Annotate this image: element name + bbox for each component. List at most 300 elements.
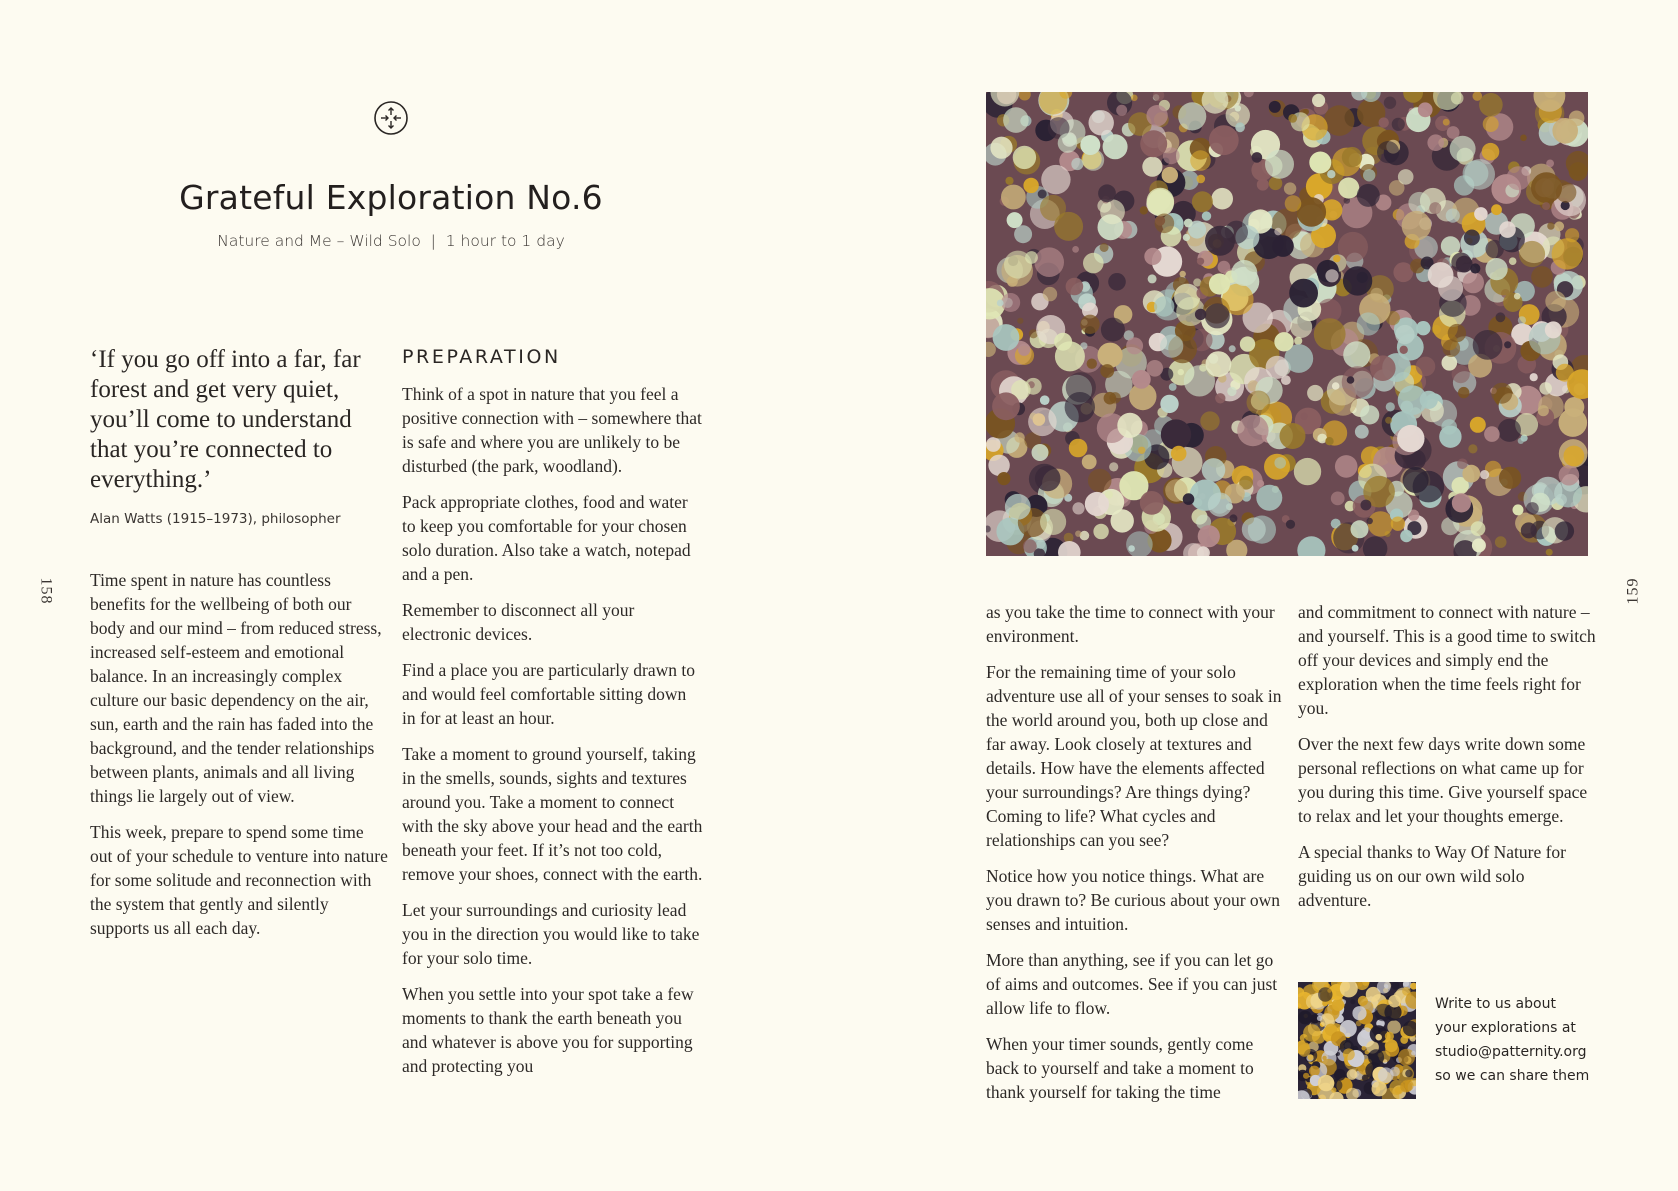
lichen-texture-blob	[1023, 539, 1037, 553]
continued-paragraph: Notice how you notice things. What are you drawn to? Be curious about your own senses and intuition.	[986, 866, 1281, 934]
lichen-texture-blob	[1365, 1050, 1370, 1055]
preparation-paragraph: Pack appropriate clothes, food and water to keep you comfortable for your chosen solo duration. Also take a watch, notepad and a pen.	[402, 492, 691, 584]
lichen-texture-blob	[1272, 235, 1294, 257]
lichen-texture-blob	[1403, 467, 1429, 493]
lichen-texture-blob	[1205, 226, 1235, 256]
lichen-texture-blob	[1392, 118, 1405, 131]
lichen-texture-blob	[1327, 170, 1335, 178]
lichen-texture-blob	[1032, 444, 1049, 461]
lichen-texture-blob	[1546, 549, 1553, 556]
lichen-texture-blob	[1314, 318, 1346, 350]
acknowledgement-paragraph: A special thanks to Way Of Nature for guiding us on our own wild solo adventure.	[1298, 842, 1566, 910]
intro-paragraph: Time spent in nature has countless benefits for the wellbeing of both our body and our mind – from reduced stress, increased self-esteem and emotional balance. In an increasingly complex culture our basic dependency on the air, sun, earth and the rain has faded into the background, and the tender relationships between plants, animals and all living things lie largely out of view.	[90, 570, 382, 806]
lichen-texture-blob	[1195, 309, 1206, 320]
lichen-texture-blob	[1140, 130, 1167, 157]
lichen-texture-blob	[1004, 251, 1032, 279]
lichen-texture-blob	[1452, 493, 1471, 512]
continued-paragraph: as you take the time to connect with your environment.	[986, 602, 1275, 646]
preparation-paragraph: Find a place you are particularly drawn to and would feel comfortable sitting down in for at least an hour.	[402, 660, 696, 728]
lichen-texture-blob	[1109, 462, 1118, 471]
lichen-texture-blob	[1333, 255, 1340, 262]
lichen-texture-blob	[1192, 191, 1213, 212]
lichen-texture-blob	[1148, 274, 1157, 283]
lichen-texture-blob	[1209, 273, 1230, 294]
lichen-texture-blob	[1197, 258, 1204, 265]
preparation-column	[402, 382, 704, 1090]
lichen-texture-blob	[990, 137, 1012, 159]
lichen-texture-blob	[1464, 159, 1495, 190]
lichen-texture-blob	[1142, 157, 1162, 177]
lichen-texture-blob	[1547, 222, 1554, 229]
lichen-texture-blob	[1519, 241, 1545, 267]
lichen-texture-blob	[1480, 470, 1489, 479]
lichen-texture-blob	[1518, 316, 1526, 324]
lichen-texture-blob	[1474, 207, 1488, 221]
lichen-texture-blob	[1374, 1004, 1392, 1022]
lichen-texture-blob	[1555, 494, 1567, 506]
lichen-texture-blob	[1514, 293, 1521, 300]
lichen-texture-blob	[1274, 228, 1282, 236]
preparation-heading: PREPARATION	[402, 346, 561, 368]
lichen-texture-blob	[1368, 511, 1393, 536]
lichen-texture-blob	[1521, 522, 1537, 538]
lichen-texture-blob	[1202, 458, 1226, 482]
lichen-texture-blob	[1518, 438, 1524, 444]
lichen-texture-blob	[1451, 92, 1464, 105]
lichen-texture-blob	[1351, 520, 1369, 538]
lichen-texture-blob	[1385, 1032, 1394, 1041]
lichen-texture-blob	[1520, 135, 1527, 142]
lichen-texture-blob	[1441, 419, 1457, 435]
lichen-texture-blob	[1108, 273, 1126, 291]
page-number-left: 158	[37, 577, 55, 605]
lichen-texture-blob	[1420, 391, 1438, 409]
lichen-texture-blob	[1247, 391, 1271, 415]
lichen-texture-blob	[1398, 169, 1414, 185]
lichen-texture-blob	[1482, 143, 1500, 161]
lichen-texture-blob	[1509, 257, 1517, 265]
lichen-texture-blob	[1075, 531, 1081, 537]
lichen-texture-blob	[1014, 225, 1032, 243]
lichen-texture-blob	[1013, 146, 1036, 169]
lichen-texture-blob	[1005, 494, 1031, 520]
lichen-texture-blob	[1126, 337, 1143, 354]
lichen-texture-blob	[1343, 341, 1370, 368]
lichen-texture-blob	[1506, 166, 1530, 190]
lichen-texture-blob	[1274, 457, 1286, 469]
lichen-texture-blob	[1231, 260, 1257, 286]
lichen-texture-blob	[1101, 318, 1125, 342]
lichen-texture-blob	[1504, 341, 1511, 348]
lichen-texture-blob	[1138, 447, 1145, 454]
lichen-texture-blob	[1294, 458, 1321, 485]
lichen-texture-blob	[1285, 195, 1302, 212]
lichen-texture-blob	[1538, 405, 1549, 416]
lichen-texture-blob	[1384, 97, 1396, 109]
lichen-texture-blob	[1058, 133, 1078, 153]
contact-note	[1435, 992, 1605, 1088]
lichen-texture-blob	[1499, 221, 1516, 238]
lichen-texture-blob	[1470, 263, 1480, 273]
lichen-texture-blob	[1385, 417, 1392, 424]
lichen-texture-blob	[1400, 1081, 1412, 1093]
lichen-texture-blob	[1028, 408, 1057, 437]
page-title: Grateful Exploration No.6	[179, 178, 603, 217]
lichen-texture-blob	[1379, 117, 1389, 127]
lichen-texture-blob	[1342, 147, 1362, 167]
lichen-texture-blob	[1297, 197, 1326, 226]
lichen-texture-blob	[986, 437, 1001, 452]
lichen-texture-blob	[1559, 408, 1588, 437]
lichen-texture-blob	[1499, 467, 1521, 489]
lichen-texture-blob	[1370, 288, 1383, 301]
lichen-texture-blob	[1470, 417, 1486, 433]
lichen-texture-blob	[1146, 105, 1167, 126]
lichen-texture-blob	[1072, 246, 1079, 253]
lichen-texture-blob	[1391, 517, 1405, 531]
lichen-photo	[986, 92, 1588, 556]
lichen-texture-blob	[1531, 266, 1553, 288]
lichen-texture-blob	[1144, 248, 1161, 265]
lichen-texture-blob	[1198, 525, 1220, 547]
lichen-texture-blob	[1352, 545, 1359, 552]
lichen-texture-blob	[1089, 110, 1114, 135]
lichen-texture-blob	[1093, 524, 1108, 539]
lichen-texture-blob	[1098, 184, 1116, 202]
lichen-texture-blob	[1443, 339, 1461, 357]
continued-paragraph: Over the next few days write down some personal reflections on what came up for you during this time. Give yourself space to relax and let your thoughts emerge.	[1298, 734, 1588, 826]
lichen-texture-blob	[1147, 360, 1164, 377]
lichen-texture-blob	[1309, 1066, 1320, 1077]
lichen-texture-blob	[1491, 383, 1512, 404]
lichen-texture-blob	[1003, 107, 1029, 133]
lichen-texture-blob	[1458, 387, 1469, 398]
lichen-texture-blob	[1463, 272, 1484, 293]
lichen-texture-blob	[1140, 206, 1148, 214]
lichen-texture-blob	[1325, 269, 1338, 282]
continued-column-2	[1298, 600, 1598, 924]
lichen-texture-blob	[1288, 114, 1297, 123]
lichen-texture-blob	[1100, 199, 1125, 224]
lichen-texture-blob	[1355, 425, 1369, 439]
contact-line: Write to us about	[1435, 996, 1556, 1012]
contact-line: so we can share them	[1435, 1068, 1590, 1084]
lichen-texture-blob	[1211, 188, 1233, 210]
lichen-texture-blob	[1386, 402, 1395, 411]
lichen-texture-blob	[1559, 465, 1580, 486]
lichen-texture-blob	[1555, 521, 1574, 540]
lichen-texture-blob	[1269, 101, 1281, 113]
continued-paragraph: When your timer sounds, gently come back to yourself and take a moment to thank yourself for taking the time	[986, 1034, 1254, 1102]
lichen-texture-blob	[1072, 502, 1084, 514]
lichen-texture-blob	[1327, 988, 1331, 992]
lichen-texture-blob	[1411, 1051, 1416, 1056]
lichen-texture-blob	[1370, 355, 1396, 381]
lichen-texture-blob	[1358, 982, 1363, 987]
lichen-texture-blob	[1375, 1034, 1382, 1041]
lichen-texture-blob	[1400, 530, 1412, 542]
lichen-texture-blob	[1018, 344, 1030, 356]
lichen-texture-blob	[1043, 287, 1057, 301]
lichen-texture-blob	[1338, 177, 1359, 198]
preparation-paragraph: Let your surroundings and curiosity lead you in the direction you would like to take for your solo time.	[402, 900, 700, 968]
lichen-texture-blob	[1513, 504, 1524, 515]
lichen-texture-blob	[1147, 188, 1175, 216]
lichen-texture-blob	[1040, 395, 1050, 405]
lichen-texture-blob	[1178, 102, 1206, 130]
lichen-texture-blob	[1266, 356, 1289, 379]
lichen-texture-blob	[1395, 325, 1414, 344]
lichen-texture-blob	[1496, 312, 1506, 322]
lichen-texture-blob	[1017, 318, 1023, 324]
lichen-texture-blob	[1140, 491, 1164, 515]
lichen-texture-blob	[1335, 455, 1358, 478]
lichen-texture-blob	[1001, 185, 1026, 210]
lichen-texture-blob	[1227, 387, 1236, 396]
lichen-texture-blob	[1169, 383, 1177, 391]
lichen-texture-blob	[1402, 211, 1432, 241]
lichen-texture-blob	[1303, 1073, 1309, 1079]
lichen-texture-blob	[1197, 175, 1206, 184]
quote-attribution: Alan Watts (1915–1973), philosopher	[90, 511, 341, 527]
lichen-texture-blob	[1405, 1070, 1413, 1078]
lichen-texture-blob	[1418, 102, 1433, 117]
lichen-texture-blob	[1284, 182, 1296, 194]
lichen-texture-blob	[1103, 134, 1128, 159]
lichen-texture-blob	[1298, 1011, 1312, 1025]
lichen-texture-blob	[1131, 95, 1138, 102]
lichen-texture-blob	[1556, 182, 1577, 203]
lichen-texture-blob	[1427, 134, 1444, 151]
contact-email[interactable]: studio@patternity.org	[1435, 1044, 1587, 1060]
lichen-texture-blob	[1054, 333, 1072, 351]
lichen-texture-blob	[1483, 116, 1499, 132]
lichen-texture-blob	[1155, 214, 1175, 234]
lichen-texture-blob	[1332, 999, 1344, 1011]
lichen-texture-blob	[1071, 158, 1083, 170]
lichen-texture-blob	[992, 392, 1020, 420]
lichen-texture-blob	[1486, 258, 1508, 280]
lichen-texture-blob	[1539, 382, 1552, 395]
lichen-texture-blob	[1280, 423, 1306, 449]
lichen-texture-blob	[1286, 520, 1295, 529]
lichen-texture-blob	[1128, 545, 1135, 552]
lichen-texture-blob	[1331, 492, 1345, 506]
lichen-texture-blob	[1088, 469, 1112, 493]
lichen-texture-blob	[1007, 212, 1023, 228]
lichen-texture-blob	[1208, 493, 1232, 517]
lichen-texture-blob	[1384, 984, 1388, 988]
lichen-texture-blob	[1235, 122, 1245, 132]
lichen-texture-blob	[1552, 238, 1583, 269]
lichen-texture-blob	[1066, 278, 1084, 296]
lichen-texture-blob	[1100, 364, 1114, 378]
lichen-texture-blob	[1442, 355, 1458, 371]
lichen-texture-blob	[1473, 330, 1503, 360]
lichen-texture-blob	[1360, 405, 1379, 424]
lichen-texture-blob	[1318, 1075, 1334, 1091]
lichen-texture-blob	[1290, 316, 1312, 338]
lichen-texture-blob	[1343, 266, 1372, 295]
lichen-texture-blob	[1183, 493, 1195, 505]
lichen-texture-blob	[1545, 321, 1562, 338]
lichen-texture-blob	[1324, 105, 1355, 136]
continued-paragraph: and commitment to connect with nature – and yourself. This is a good time to switch off your devices and simply end the exploration when the time feels right for you.	[1298, 602, 1596, 718]
lichen-texture-blob	[1257, 179, 1269, 191]
lichen-texture-blob	[1190, 150, 1211, 171]
preparation-paragraph: Think of a spot in nature that you feel a positive connection with – somewhere that is safe and where you are unlikely to be disturbed (the park, woodland).	[402, 384, 702, 476]
lichen-texture-blob	[1184, 219, 1193, 228]
lichen-texture-blob	[1388, 995, 1401, 1008]
lichen-texture-blob	[1040, 509, 1066, 535]
lichen-texture-blob	[1322, 1056, 1326, 1060]
lichen-texture-blob	[1087, 359, 1097, 369]
lichen-texture-blob	[1274, 332, 1293, 351]
lichen-texture-blob	[1104, 392, 1117, 405]
page-subtitle: Nature and Me – Wild Solo | 1 hour to 1 day	[217, 232, 565, 250]
lichen-texture-blob	[1117, 413, 1142, 438]
lichen-texture-blob	[1312, 94, 1325, 107]
lichen-texture-blob	[1471, 521, 1486, 536]
lichen-texture-blob	[1530, 373, 1538, 381]
lichen-texture-blob	[1545, 291, 1566, 312]
lichen-texture-blob	[1397, 425, 1424, 452]
lichen-texture-blob	[1161, 419, 1191, 449]
lichen-texture-blob	[1317, 1016, 1322, 1021]
lichen-texture-blob	[1372, 1081, 1387, 1096]
lichen-texture-blob	[1343, 1048, 1355, 1060]
lichen-texture-blob	[1205, 303, 1230, 328]
lichen-texture-blob	[1256, 485, 1282, 511]
lichen-texture-blob	[1154, 296, 1174, 316]
lichen-texture-blob	[1325, 437, 1333, 445]
lichen-texture-blob	[1035, 466, 1061, 492]
lichen-texture-blob	[1498, 419, 1521, 442]
lichen-texture-blob	[1209, 125, 1239, 155]
lichen-texture-blob	[1069, 439, 1088, 458]
lichen-texture-blob	[1180, 271, 1186, 277]
lichen-texture-blob	[1484, 426, 1500, 442]
lichen-texture-blob	[1377, 141, 1399, 163]
lichen-texture-blob	[1183, 234, 1190, 241]
lichen-texture-blob	[1240, 336, 1255, 351]
lichen-texture-blob	[1408, 192, 1430, 214]
lichen-texture-blob	[1546, 160, 1554, 168]
lichen-texture-blob	[1215, 393, 1225, 403]
lichen-texture-blob	[1400, 346, 1408, 354]
lichen-texture-blob	[1160, 395, 1178, 413]
preparation-paragraph: Remember to disconnect all your electronic devices.	[402, 600, 635, 644]
lichen-texture-blob	[1367, 518, 1373, 524]
lichen-texture-blob	[1451, 253, 1471, 273]
lichen-texture-blob	[993, 324, 1020, 351]
lichen-texture-blob	[1105, 491, 1113, 499]
continued-column-1	[986, 600, 1284, 1116]
lichen-texture-blob	[1034, 247, 1064, 277]
lichen-texture-blob	[1357, 184, 1380, 207]
lichen-texture-blob	[1303, 1024, 1321, 1042]
intro-paragraph: This week, prepare to spend some time out of your schedule to venture into nature for some solitude and reconnection with the system that gently and silently supports us all each day.	[90, 822, 388, 938]
lichen-texture-blob	[1542, 202, 1550, 210]
lichen-texture-blob	[1361, 500, 1372, 511]
lichen-texture-blob	[1450, 136, 1476, 162]
lichen-texture-blob	[1065, 392, 1095, 422]
preparation-paragraph: Take a moment to ground yourself, taking in the smells, sounds, sights and textures around you. Take a moment to connect with the sky above your head and the earth beneath your feet. If it’s not too cold, remove your shoes, connect with the earth.	[402, 744, 703, 884]
lichen-texture-blob	[1309, 152, 1331, 174]
lichen-texture-blob	[1390, 1067, 1400, 1077]
lichen-texture-blob	[1308, 1054, 1314, 1060]
lichen-texture-blob	[1036, 540, 1045, 549]
preparation-paragraph: When you settle into your spot take a few moments to thank the earth beneath you and whatever is above you for supporting and protecting you	[402, 984, 694, 1076]
lichen-texture-blob	[1237, 415, 1268, 446]
lichen-texture-blob	[1265, 150, 1294, 179]
lichen-texture-blob	[1040, 195, 1066, 221]
lichen-texture-blob	[1357, 312, 1380, 335]
lichen-texture-blob	[1023, 178, 1038, 193]
lichen-texture-blob	[1416, 321, 1430, 335]
lichen-texture-blob	[1495, 536, 1507, 548]
lichen-texture-blob	[1200, 411, 1219, 430]
lichen-texture-blob	[1464, 230, 1480, 246]
lichen-texture-blob	[1352, 1006, 1366, 1020]
lichen-texture-blob	[1202, 211, 1211, 220]
lichen-texture-blob	[1350, 999, 1355, 1004]
lichen-texture-blob	[1307, 385, 1323, 401]
lichen-texture-blob	[1468, 444, 1477, 453]
lichen-texture-blob	[1098, 343, 1123, 368]
lichen-texture-blob	[1082, 455, 1097, 470]
lichen-texture-blob	[1252, 152, 1263, 163]
lichen-texture-blob	[1171, 446, 1187, 462]
lichen-texture-blob	[1334, 1069, 1346, 1081]
lichen-texture-blob	[1229, 345, 1236, 352]
lichen-texture-blob	[1001, 293, 1020, 312]
lichen-texture-blob	[997, 300, 1004, 307]
lichen-texture-blob	[1363, 169, 1375, 181]
lichen-texture-blob	[1298, 1044, 1311, 1057]
lichen-texture-blob	[1491, 204, 1502, 215]
lichen-texture-blob	[1014, 432, 1024, 442]
lichen-texture-blob	[1347, 1069, 1358, 1080]
page-number-right: 159	[1624, 577, 1642, 605]
lichen-texture-blob	[1100, 243, 1109, 252]
lichen-texture-blob	[1242, 517, 1266, 541]
lichen-texture-blob	[1038, 190, 1047, 199]
lichen-texture-blob	[1564, 446, 1585, 467]
lichen-texture-blob	[1556, 364, 1574, 382]
lichen-texture-blob	[1362, 1046, 1367, 1051]
contact-line: your explorations at	[1435, 1020, 1576, 1036]
lichen-texture-blob	[1457, 459, 1468, 470]
intro-column	[90, 568, 390, 952]
continued-paragraph: For the remaining time of your solo adventure use all of your senses to soak in the world around you, both up close and far away. Look closely at textures and details. How have the elements affected your surroundings? Are things dying? Coming to life? What cycles and relationships can you see?	[986, 662, 1282, 850]
lichen-texture-blob	[1162, 167, 1178, 183]
lichen-texture-blob	[1289, 279, 1318, 308]
lichen-texture-blob	[1368, 1049, 1384, 1065]
lichen-texture-blob	[1479, 93, 1503, 117]
continued-paragraph: More than anything, see if you can let go of aims and outcomes. See if you can just allow life to flow.	[986, 950, 1278, 1018]
lichen-texture-blob	[1443, 119, 1450, 126]
pull-quote: ‘If you go off into a far, far forest and get very quiet, you’ll come to understand that you’re connected to everything.’	[90, 346, 361, 493]
lichen-texture-blob	[1083, 253, 1104, 274]
lichen-texture-blob	[1554, 221, 1564, 231]
lichen-texture-blob	[1416, 357, 1436, 377]
lichen-texture-blob	[1080, 315, 1099, 334]
lichen-texture-blob	[1342, 366, 1374, 398]
lichen-texture-blob	[1005, 177, 1013, 185]
lichen-texture-blob	[1526, 502, 1539, 515]
lichen-texture-blob	[1160, 335, 1183, 358]
